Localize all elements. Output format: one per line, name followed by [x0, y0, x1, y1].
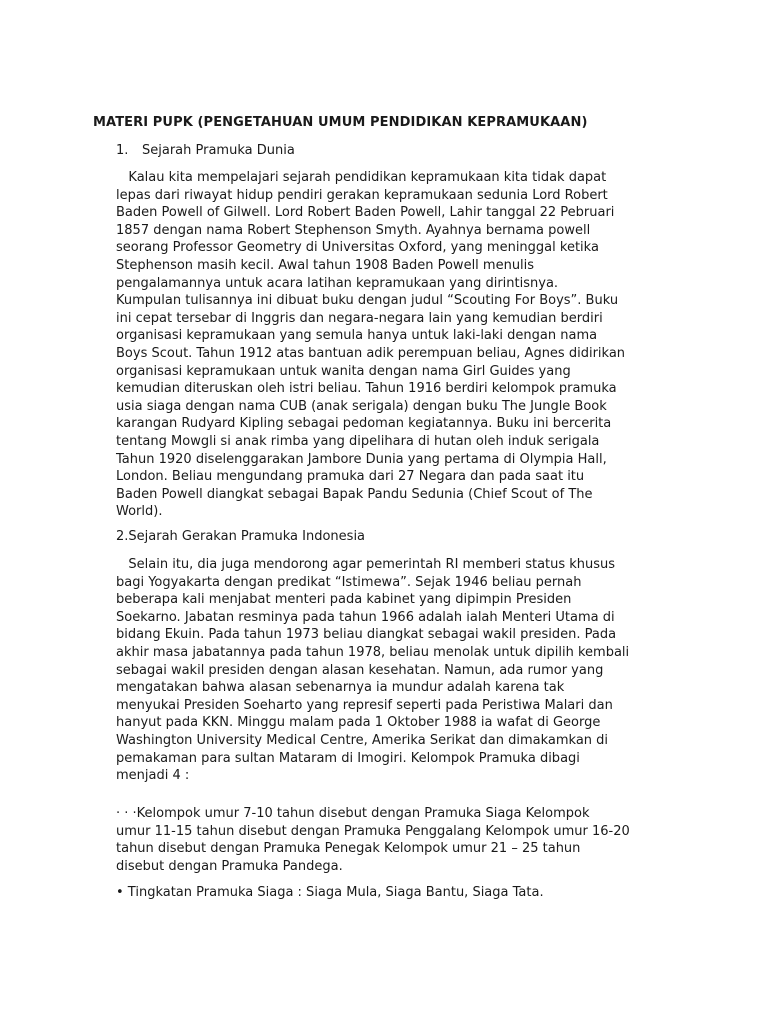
paragraph-line: organisasi kepramukaan yang semula hanya untuk laki-laki dengan nama: [116, 328, 598, 344]
paragraph-line: menyukai Presiden Soeharto yang represif seperti pada Peristiwa Malari dan: [116, 697, 613, 713]
paragraph-line: pengalamannya untuk acara latihan kepramukaan yang dirintisnya.: [116, 275, 559, 291]
group-paragraph: [116, 805, 676, 875]
paragraph-line: pemakaman para sultan Mataram di Imogiri. Kelompok Pramuka dibagi: [116, 750, 580, 766]
paragraph-line: bagi Yogyakarta dengan predikat “Istimewa”. Sejak 1946 beliau pernah: [116, 574, 582, 590]
paragraph-line: lepas dari riwayat hidup pendiri gerakan kepramukaan sedunia Lord Robert: [116, 187, 608, 203]
paragraph-line: Soekarno. Jabatan resminya pada tahun 1966 adalah ialah Menteri Utama di: [116, 609, 615, 625]
paragraph-line: Selain itu, dia juga mendorong agar pemerintah RI memberi status khusus: [116, 557, 616, 572]
paragraph-line: Baden Powell diangkat sebagai Bapak Pandu Sedunia (Chief Scout of The: [116, 486, 593, 502]
paragraph-line: usia siaga dengan nama CUB (anak serigala) dengan buku The Jungle Book: [116, 398, 607, 414]
section2-heading: 2.Sejarah Gerakan Pramuka Indonesia: [116, 529, 366, 544]
paragraph-line: Kalau kita mempelajari sejarah pendidikan kepramukaan kita tidak dapat: [116, 170, 607, 185]
paragraph-line: World).: [116, 504, 163, 520]
paragraph-line: Washington University Medical Centre, Amerika Serikat dan dimakamkan di: [116, 732, 609, 748]
bullet-item-siaga: • Tingkatan Pramuka Siaga : Siaga Mula, Siaga Bantu, Siaga Tata.: [116, 885, 544, 900]
paragraph-line: 1857 dengan nama Robert Stephenson Smyth. Ayahnya bernama powell: [116, 222, 591, 238]
paragraph-line: sebagai wakil presiden dengan alasan kesehatan. Namun, ada rumor yang: [116, 662, 604, 678]
paragraph-line: organisasi kepramukaan untuk wanita dengan nama Girl Guides yang: [116, 363, 571, 379]
paragraph-line: tentang Mowgli si anak rimba yang dipelihara di hutan oleh induk serigala: [116, 433, 600, 449]
paragraph-line: karangan Rudyard Kipling sebagai pedoman kegiatannya. Buku ini bercerita: [116, 416, 612, 432]
paragraph-line: akhir masa jabatannya pada tahun 1978, beliau menolak untuk dipilih kembali: [116, 644, 630, 660]
section1-heading: [116, 143, 295, 158]
paragraph-line: kemudian diteruskan oleh istri beliau. Tahun 1916 berdiri kelompok pramuka: [116, 381, 617, 397]
section1-number: 1.: [116, 143, 129, 158]
paragraph-line: tahun disebut dengan Pramuka Penegak Kelompok umur 21 – 25 tahun: [116, 841, 581, 857]
paragraph-line: Baden Powell of Gilwell. Lord Robert Baden Powell, Lahir tanggal 22 Pebruari: [116, 205, 615, 221]
section2-paragraph: [116, 556, 676, 785]
paragraph-line: beberapa kali menjabat menteri pada kabinet yang dipimpin Presiden: [116, 592, 572, 608]
paragraph-line: mengatakan bahwa alasan sebenarnya ia mundur adalah karena tak: [116, 680, 565, 696]
section1-heading-text: Sejarah Pramuka Dunia: [142, 143, 295, 158]
paragraph-line: hanyut pada KKN. Minggu malam pada 1 Oktober 1988 ia wafat di George: [116, 715, 601, 731]
paragraph-line: ini cepat tersebar di Inggris dan negara-negara lain yang kemudian berdiri: [116, 310, 603, 326]
paragraph-line: disebut dengan Pramuka Pandega.: [116, 858, 343, 874]
paragraph-line: London. Beliau mengundang pramuka dari 27 Negara dan pada saat itu: [116, 469, 585, 485]
paragraph-line: umur 11-15 tahun disebut dengan Pramuka Penggalang Kelompok umur 16-20: [116, 823, 630, 839]
paragraph-line: Stephenson masih kecil. Awal tahun 1908 Baden Powell menulis: [116, 257, 535, 273]
document-title: MATERI PUPK (PENGETAHUAN UMUM PENDIDIKAN KEPRAMUKAAN): [93, 115, 588, 130]
paragraph-line: Tahun 1920 diselenggarakan Jambore Dunia yang pertama di Olympia Hall,: [116, 451, 607, 467]
paragraph-line: Kumpulan tulisannya ini dibuat buku dengan judul “Scouting For Boys”. Buku: [116, 293, 619, 309]
paragraph-line: seorang Professor Geometry di Universitas Oxford, yang meninggal ketika: [116, 240, 599, 256]
paragraph-line: menjadi 4 :: [116, 768, 190, 784]
paragraph-line: · · ·Kelompok umur 7-10 tahun disebut dengan Pramuka Siaga Kelompok: [116, 806, 590, 821]
section1-paragraph: [116, 169, 676, 521]
paragraph-line: Boys Scout. Tahun 1912 atas bantuan adik perempuan beliau, Agnes didirikan: [116, 345, 626, 361]
paragraph-line: bidang Ekuin. Pada tahun 1973 beliau diangkat sebagai wakil presiden. Pada: [116, 627, 617, 643]
